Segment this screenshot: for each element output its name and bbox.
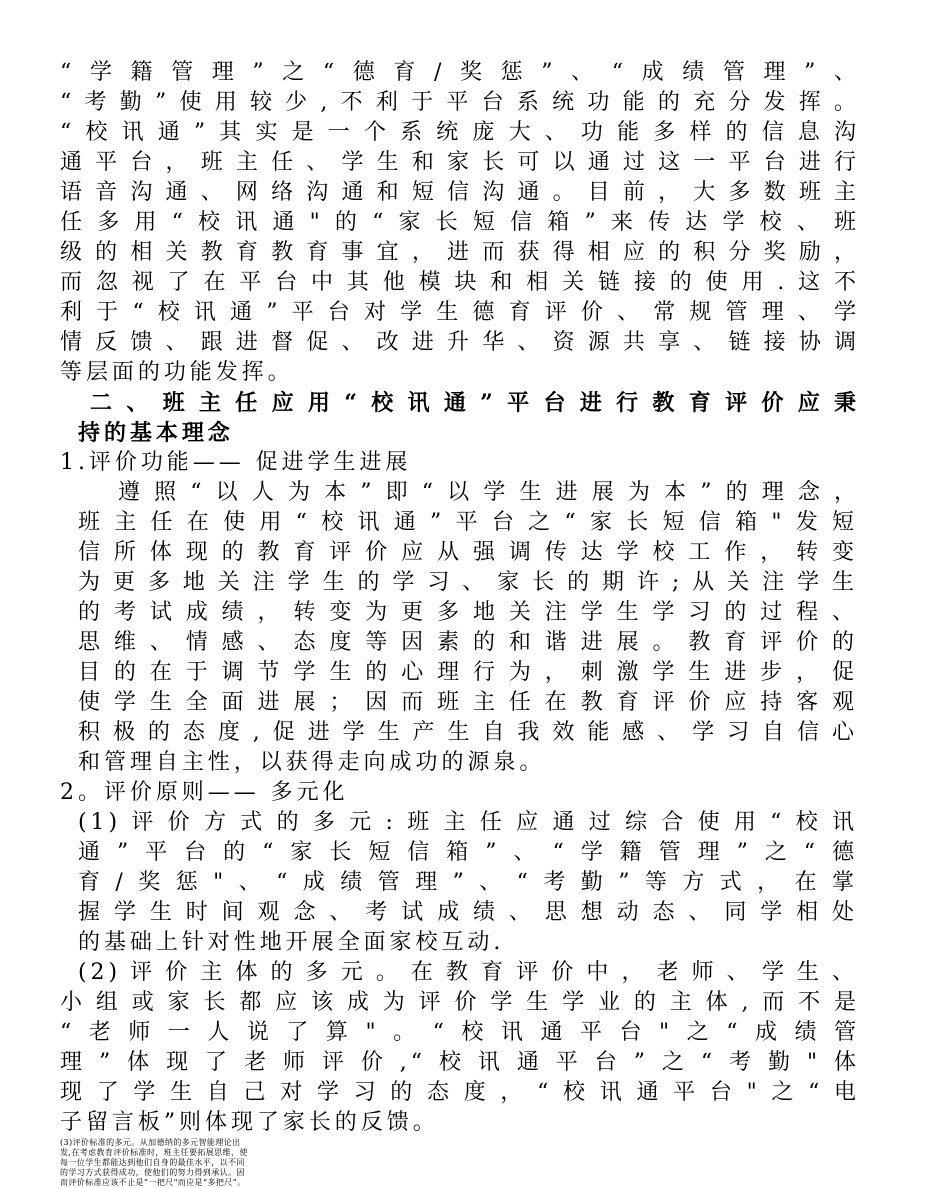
text-line: 信所体现的教育评价应从强调传达学校工作，转变 [78,540,858,565]
text-line-compact: 而评价标准应该不止是“一把尺"而应是“多把尺”。 [60,1178,246,1187]
section-heading: 二、班主任应用“校讯通”平台进行教育评价应秉 [90,390,860,416]
text-line: 理”体现了老师评价,“校讯通平台”之“考勤"体 [60,1050,860,1075]
text-line: 使学生全面进展；因而班主任在教育评价应持客观 [78,690,858,715]
text-line-compact: (3)评价标准的多元。从加德纳的多元智能理论出 [60,1138,241,1147]
text-line: (2)评价主体的多元。在教育评价中，老师、学生、 [78,960,858,985]
text-line: 积极的态度,促进学生产生自我效能感、学习自信心 [78,720,858,745]
text-line: 育/奖惩"、“成绩管理”、“考勤”等方式，在掌 [78,870,858,895]
text-line: 遵照“以人为本”即“以学生进展为本”的理念， [118,480,860,505]
text-line: 子留言板”则体现了家长的反馈。 [60,1110,439,1135]
text-line: 语音沟通、网络沟通和短信沟通。目前，大多数班主 [60,180,860,205]
text-line: 而忽视了在平台中其他模块和相关链接的使用.这不 [60,270,860,295]
text-line: “校讯通”其实是一个系统庞大、功能多样的信息沟 [60,120,860,145]
text-line: 的基础上针对性地开展全面家校互动. [78,930,505,955]
subsection-title: 1.评价功能—— 促进学生进展 [60,450,412,475]
section-heading-cont: 持的基本理念 [78,420,234,446]
text-line: 和管理自主性，以获得走向成功的源泉。 [78,750,546,775]
text-line: 利于“校讯通”平台对学生德育评价、常规管理、学 [60,300,860,325]
text-line: “老师一人说了算"。“校讯通平台"之“成绩管 [60,1020,860,1045]
text-line: 级的相关教育教育事宜，进而获得相应的积分奖励， [60,240,860,265]
text-line: 班主任在使用“校讯通”平台之“家长短信箱"发短 [78,510,858,535]
text-line: (1)评价方式的多元:班主任应通过综合使用“校讯 [78,810,858,835]
subsection-title: 2。评价原则—— 多元化 [60,780,349,805]
text-line: 通”平台的“家长短信箱”、“学籍管理”之“德 [78,840,858,865]
text-line: “学籍管理”之“德育/奖惩”、“成绩管理”、 [60,60,860,85]
text-line: 为更多地关注学生的学习、家长的期许;从关注学生 [78,570,858,595]
text-line-compact: 的学习方式获得成功，使他们的努力得到承认。因 [60,1168,245,1177]
text-line: 等层面的功能发挥。 [60,360,294,385]
text-line: 通平台，班主任、学生和家长可以通过这一平台进行 [60,150,860,175]
text-line: “考勤”使用较少,不利于平台系统功能的充分发挥。 [60,90,860,115]
text-line: 的考试成绩，转变为更多地关注学生学习的过程、 [78,600,858,625]
text-line: 思维、情感、态度等因素的和谐进展。教育评价的 [78,630,858,655]
text-line: 现了学生自己对学习的态度，“校讯通平台"之“电 [60,1080,860,1105]
text-line-compact: 每一位学生都能达到他们自身的最佳水平，以不同 [60,1158,245,1167]
text-line-compact: 发,在考虑教育评价标准时，班主任要拓展思维，使 [60,1148,248,1157]
text-line: 任多用“校讯通"的“家长短信箱”来传达学校、班 [60,210,860,235]
text-line: 目的在于调节学生的心理行为，刺激学生进步，促 [78,660,858,685]
text-line: 小组或家长都应该成为评价学生学业的主体,而不是 [60,990,860,1015]
text-line: 情反馈、跟进督促、改进升华、资源共享、链接协调 [60,330,860,355]
text-line: 握学生时间观念、考试成绩、思想动态、同学相处 [78,900,858,925]
